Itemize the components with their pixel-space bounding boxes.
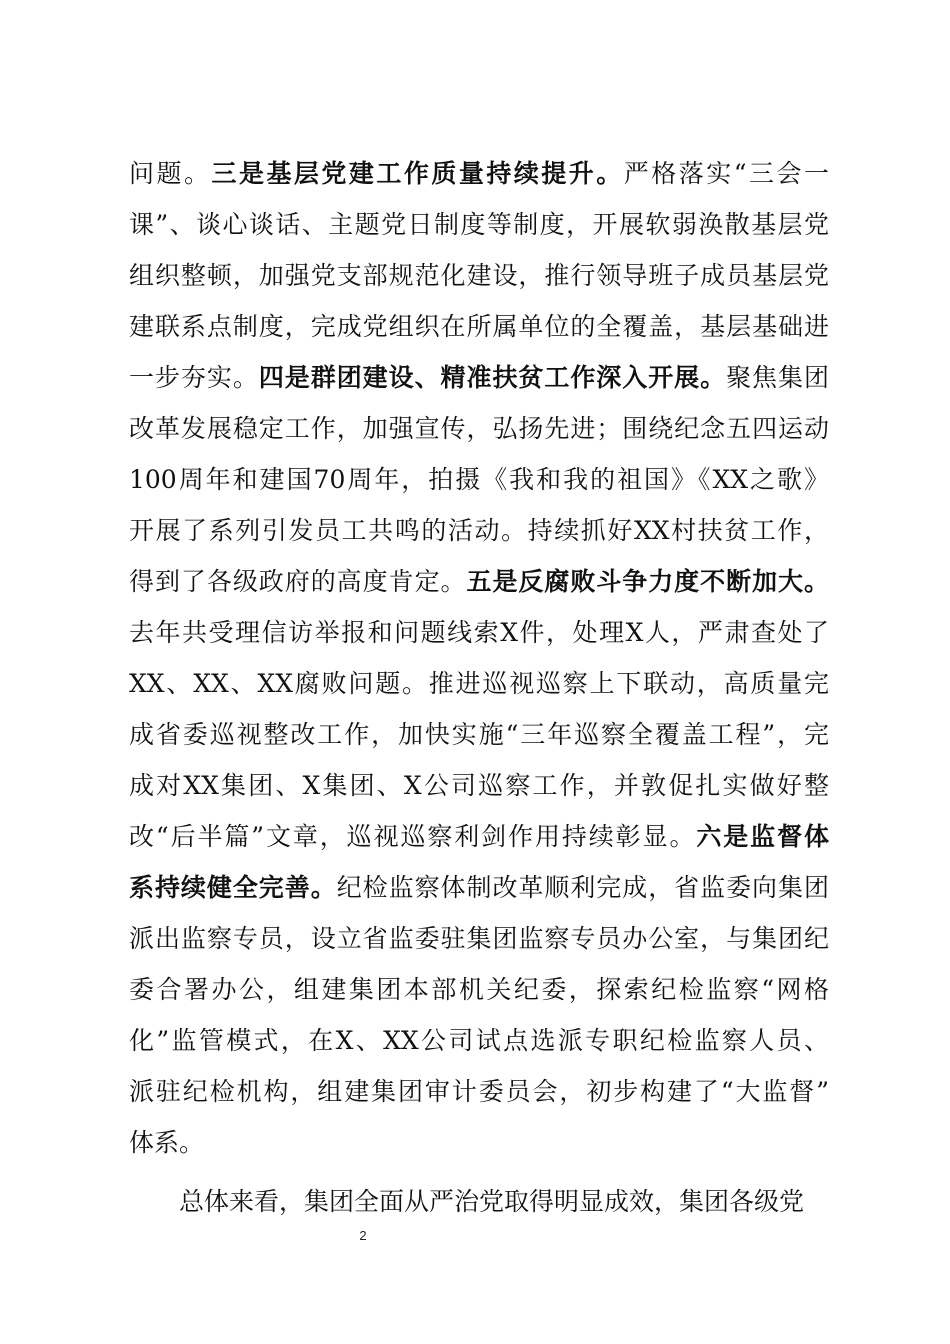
- text-span: 体系。: [129, 1128, 205, 1157]
- text-line: [129, 301, 829, 352]
- page-number: [0, 1228, 950, 1243]
- text-line: [129, 709, 829, 760]
- text-line: [129, 148, 829, 199]
- bold-heading-span: 四是群团建设、精准扶贫工作深入开展。: [258, 363, 727, 392]
- text-span: 严格落实“三会一: [623, 159, 829, 188]
- text-line: [129, 964, 829, 1015]
- bold-heading-span: 五是反腐败斗争力度不断加大。: [466, 567, 829, 596]
- text-span: 建联系点制度，完成党组织在所属单位的全覆盖，基层基础进: [129, 312, 829, 341]
- text-span: 总体来看，集团全面从严治党取得明显成效，集团各级党: [129, 1187, 805, 1216]
- text-line: [129, 1066, 829, 1117]
- text-span: 课”、谈心谈话、主题党日制度等制度，开展软弱涣散基层党: [129, 210, 829, 239]
- text-line: [129, 607, 829, 658]
- page-number-text: 2: [359, 1228, 367, 1243]
- text-span: 纪检监察体制改革顺利完成，省监委向集团: [336, 873, 829, 902]
- text-line: [129, 403, 829, 454]
- text-line: [129, 199, 829, 250]
- text-line: [129, 250, 829, 301]
- text-span: 聚焦集团: [726, 363, 829, 392]
- bold-heading-span: 系持续健全完善。: [129, 873, 337, 902]
- text-span: 委合署办公，组建集团本部机关纪委，探索纪检监察“网格: [129, 975, 829, 1004]
- text-line: [129, 454, 829, 505]
- text-line: [129, 1117, 829, 1168]
- text-span: 得到了各级政府的高度肯定。: [129, 567, 467, 596]
- text-span: 成对XX集团、X集团、X公司巡察工作，并敦促扎实做好整: [129, 771, 829, 800]
- text-span: 改革发展稳定工作，加强宣传，弘扬先进；围绕纪念五四运动: [129, 414, 829, 443]
- text-span: 改“后半篇”文章，巡视巡察利剑作用持续彰显。: [129, 822, 697, 851]
- body-text: [129, 148, 829, 1227]
- text-span: 一步夯实。: [129, 363, 259, 392]
- text-line: [129, 811, 829, 862]
- text-line: [129, 556, 829, 607]
- text-span: 去年共受理信访举报和问题线索X件，处理X人，严肃查处了: [129, 618, 829, 647]
- text-line: [129, 1176, 829, 1227]
- bold-heading-span: 六是监督体: [696, 822, 829, 851]
- text-span: XX、XX、XX腐败问题。推进巡视巡察上下联动，高质量完: [129, 669, 829, 698]
- text-line: [129, 658, 829, 709]
- text-line: [129, 505, 829, 556]
- text-span: 问题。: [129, 159, 212, 188]
- text-span: 派出监察专员，设立省监委驻集团监察专员办公室，与集团纪: [129, 924, 829, 953]
- text-line: [129, 913, 829, 964]
- text-line: [129, 862, 829, 913]
- text-span: 100周年和建国70周年，拍摄《我和我的祖国》《XX之歌》: [129, 465, 829, 494]
- text-span: 开展了系列引发员工共鸣的活动。持续抓好XX村扶贫工作，: [129, 516, 829, 545]
- bold-heading-span: 三是基层党建工作质量持续提升。: [211, 159, 624, 188]
- text-span: 派驻纪检机构，组建集团审计委员会，初步构建了“大监督”: [129, 1077, 829, 1106]
- text-span: 化”监管模式，在X、XX公司试点选派专职纪检监察人员、: [129, 1026, 829, 1055]
- text-line: [129, 352, 829, 403]
- text-span: 组织整顿，加强党支部规范化建设，推行领导班子成员基层党: [129, 261, 829, 290]
- text-line: [129, 760, 829, 811]
- text-line: [129, 1015, 829, 1066]
- text-span: 成省委巡视整改工作，加快实施“三年巡察全覆盖工程”，完: [129, 720, 829, 749]
